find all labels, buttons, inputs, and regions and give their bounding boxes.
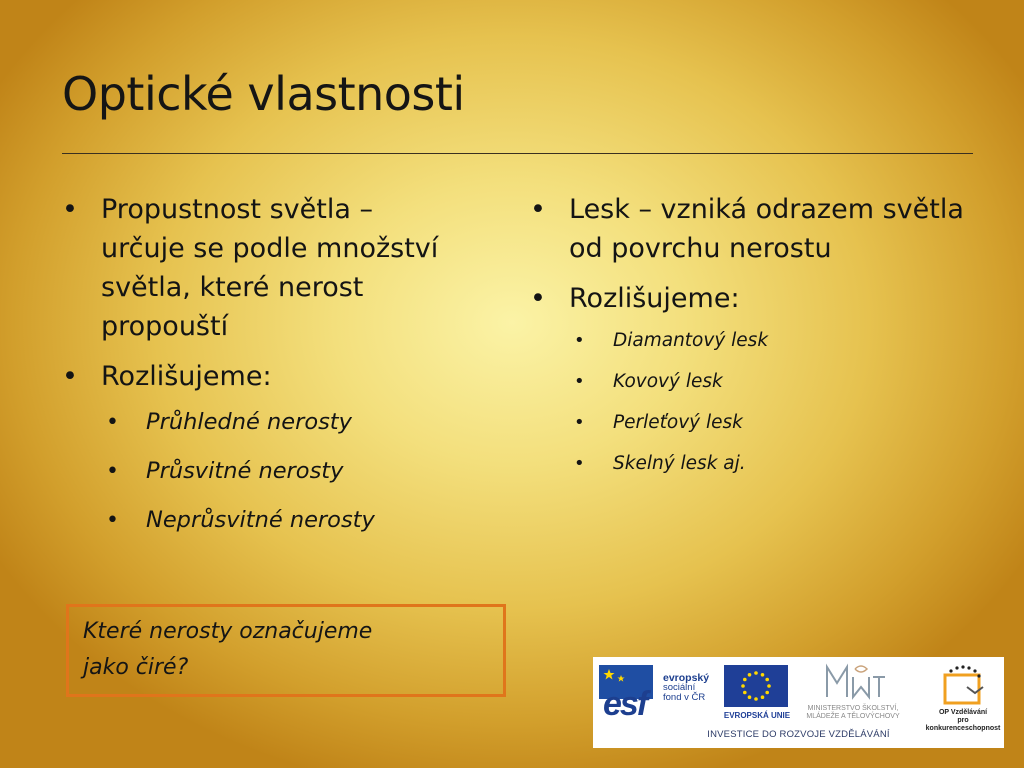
- bullet-glyph: •: [62, 194, 78, 225]
- sub-bullet-text: Kovový lesk: [613, 371, 723, 392]
- op-line-1: OP Vzdělávání: [938, 709, 988, 716]
- bullet-text: Rozlišujeme:: [569, 283, 740, 314]
- left-column: [62, 190, 462, 556]
- bullet-item-luster: [530, 190, 970, 268]
- bullet-text: Lesk – vzniká odrazem světla od povrchu nerostu: [569, 194, 964, 264]
- sub-bullet-text: Skelný lesk aj.: [613, 453, 746, 474]
- esf-line-1: evropský: [663, 672, 710, 684]
- slide-title: Optické vlastnosti: [62, 67, 465, 121]
- esf-logo: [599, 665, 725, 723]
- esf-line-3: fond v ČR: [663, 692, 706, 703]
- sub-bullet-text: Diamantový lesk: [613, 330, 769, 351]
- esf-text: [663, 673, 725, 703]
- bullet-glyph: •: [574, 412, 585, 433]
- eu-logo: [721, 665, 791, 723]
- op-line-2: pro konkurenceschopnost: [925, 717, 1001, 732]
- op-mark-icon: [923, 665, 1003, 707]
- eu-label: EVROPSKÁ UNIE: [723, 711, 791, 720]
- bullet-glyph: •: [574, 371, 585, 392]
- sub-bullet-metallic: [574, 361, 970, 402]
- bullet-glyph: •: [574, 453, 585, 474]
- bullet-glyph: •: [530, 283, 546, 314]
- sub-bullet-text: Neprůsvitné nerosty: [146, 507, 375, 533]
- question-line-1: Které nerosty označujeme: [83, 619, 373, 644]
- sub-bullet-text: Perleťový lesk: [613, 412, 743, 433]
- left-sub-list: [106, 398, 462, 545]
- bullet-glyph: •: [574, 330, 585, 351]
- sub-bullet-text: Průhledné nerosty: [146, 409, 352, 435]
- question-box: [66, 604, 506, 697]
- right-column: [530, 190, 970, 495]
- title-divider: [62, 153, 973, 154]
- sub-bullet-pearly: [574, 402, 970, 443]
- bullet-item-light-transmission: [62, 190, 462, 346]
- bullet-glyph: •: [530, 194, 546, 225]
- bullet-item-distinguish: [62, 357, 462, 545]
- bullet-glyph: •: [106, 410, 119, 435]
- right-bullet-list: [530, 190, 970, 484]
- esf-wordmark: esf: [603, 685, 647, 723]
- sub-bullet-glassy: [574, 443, 970, 484]
- bullet-text: Rozlišujeme:: [101, 361, 272, 392]
- op-logo: [923, 665, 1003, 732]
- msmt-line-2: MLÁDEŽE A TĚLOVÝCHOVY: [806, 713, 900, 720]
- msmt-mark-icon: [795, 661, 909, 703]
- msmt-line-1: MINISTERSTVO ŠKOLSTVÍ,: [807, 705, 899, 712]
- esf-line-2: sociální: [663, 682, 696, 693]
- bullet-glyph: •: [106, 508, 119, 533]
- bullet-item-distinguish: [530, 279, 970, 484]
- question-line-2: jako čiré?: [83, 655, 189, 680]
- sub-bullet-opaque: [106, 496, 462, 545]
- msmt-text: [795, 705, 911, 721]
- sub-bullet-text: Průsvitné nerosty: [146, 458, 344, 484]
- funding-logos: [593, 657, 1004, 748]
- right-sub-list: [574, 320, 970, 484]
- bullet-glyph: •: [62, 361, 78, 392]
- sub-bullet-translucent: [106, 447, 462, 496]
- bullet-glyph: •: [106, 459, 119, 484]
- sub-bullet-diamond: [574, 320, 970, 361]
- sub-bullet-transparent: [106, 398, 462, 447]
- bullet-text: Propustnost světla – určuje se podle množství světla, které nerost propouští: [101, 194, 439, 342]
- eu-flag-icon: [724, 665, 788, 707]
- logos-caption: INVESTICE DO ROZVOJE VZDĚLÁVÁNÍ: [707, 729, 890, 740]
- msmt-logo: [795, 661, 909, 723]
- eu-stars-icon: [724, 665, 788, 707]
- left-bullet-list: [62, 190, 462, 545]
